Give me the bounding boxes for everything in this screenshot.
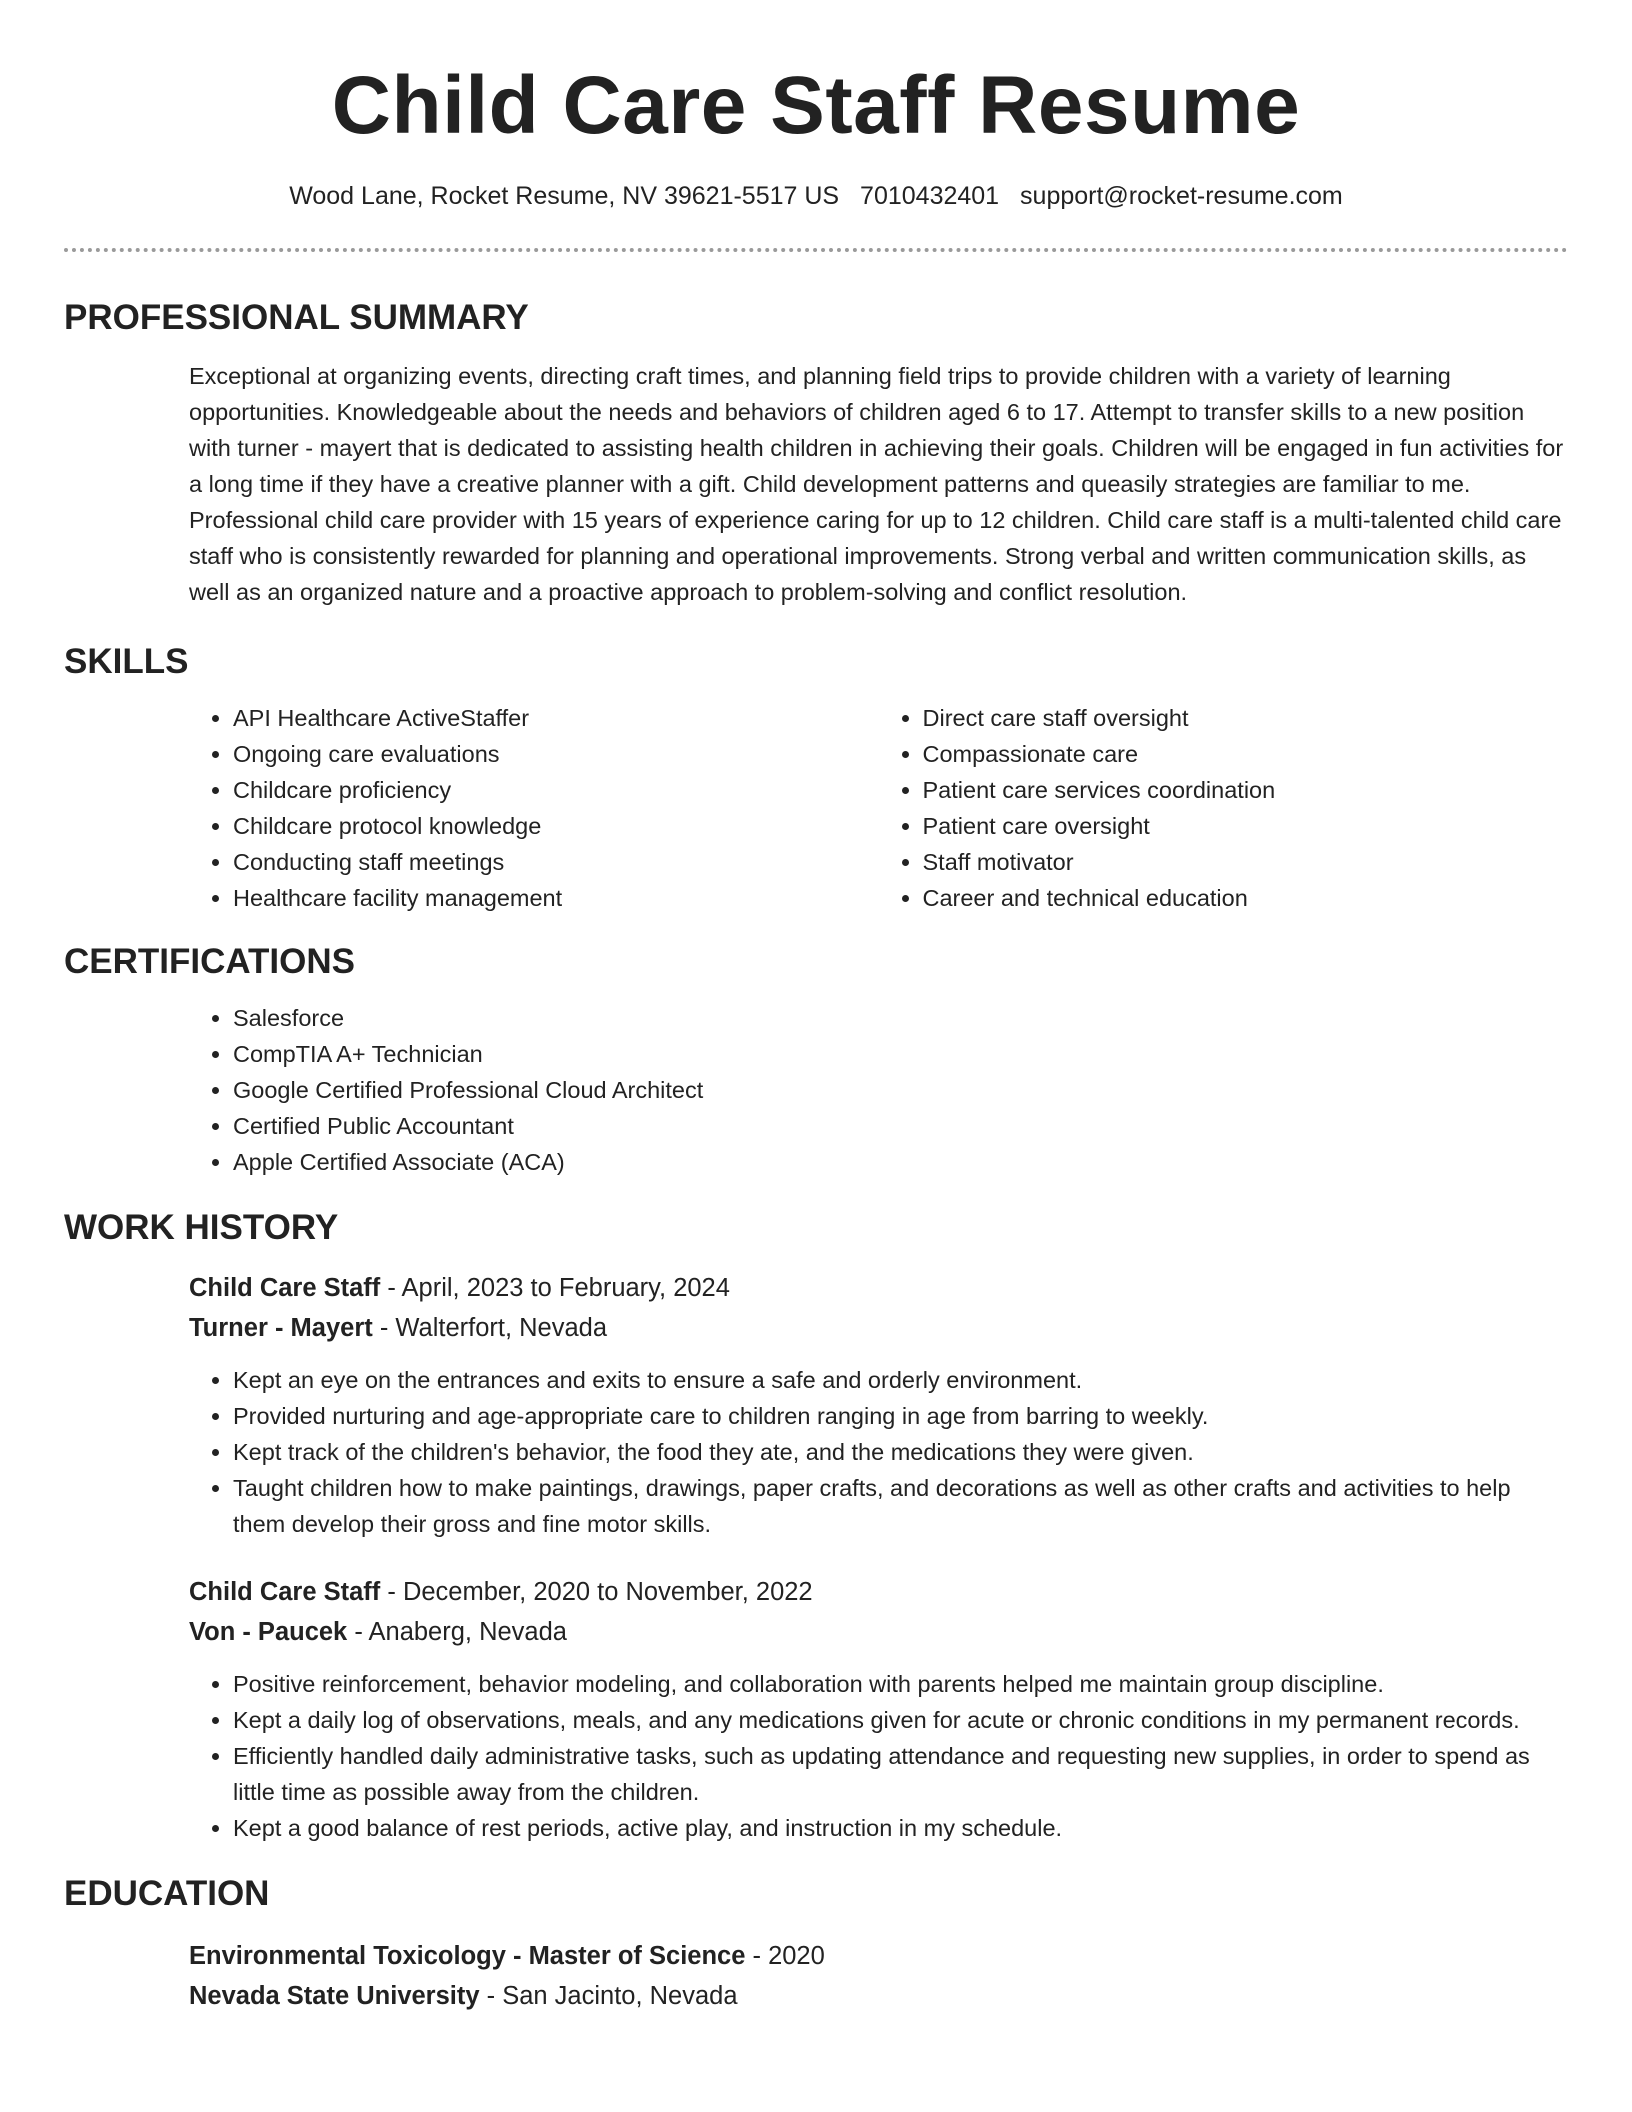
skills-column-right [879,700,1569,916]
skill-item: • Childcare protocol knowledge [233,808,879,844]
education-school-line [189,1976,1568,2016]
job-bullet: • Efficiently handled daily administrative tasks, such as updating attendance and requesting new supplies, in order to spend as little time as possible away from the children. [233,1738,1568,1810]
job-bullet: • Taught children how to make paintings, drawings, paper crafts, and decorations as well as other crafts and activities to help them develop their gross and fine motor skills. [233,1470,1568,1542]
skills-list [189,700,1568,916]
job-entry [189,1268,1568,1542]
education-school: Nevada State University [189,1982,480,2010]
job-bullet: • Kept track of the children's behavior, the food they ate, and the medications they were given. [233,1434,1568,1470]
contact-address: Wood Lane, Rocket Resume, NV 39621-5517 US [289,182,840,210]
job-dates: - April, 2023 to February, 2024 [380,1274,730,1302]
job-bullets [189,1362,1568,1542]
contact-phone: 7010432401 [860,182,1000,210]
job-company: Turner - Mayert [189,1314,373,1342]
education-heading: EDUCATION [64,1874,270,1913]
education-degree-line [189,1936,1568,1976]
job-company-line [189,1308,1568,1348]
certification-item: • Certified Public Accountant [233,1108,1568,1144]
education-degree: Environmental Toxicology - Master of Science [189,1942,746,1970]
job-entry [189,1572,1568,1846]
job-role: Child Care Staff [189,1274,381,1302]
job-title-line [189,1268,1568,1308]
job-title-line [189,1572,1568,1612]
job-bullets [189,1666,1568,1846]
skills-heading: SKILLS [64,642,189,681]
education-year: - 2020 [745,1942,825,1970]
summary-text: Exceptional at organizing events, directing craft times, and planning field trips to provide children with a variety of learning opportunities. Knowledgeable about the needs and behaviors of children aged 6 to 17. Attempt to transfer skills to a new position with turner - mayert that is dedicated to assisting health children in achieving their goals. Children will be engaged in fun activities for a long time if they have a creative planner with a gift. Child development patterns and queasily strategies are familiar to me. Professional child care provider with 15 years of experience caring for up to 12 children. Child care staff is a multi-talented child care staff who is consistently rewarded for planning and operational improvements. Strong verbal and written communication skills, as well as an organized nature and a proactive approach to problem-solving and conflict resolution. [189,363,1564,605]
skills-column-left [189,700,879,916]
job-bullet: • Provided nurturing and age-appropriate care to children ranging in age from barring to weekly. [233,1398,1568,1434]
certification-item: • Salesforce [233,1000,1568,1036]
job-location: - Anaberg, Nevada [347,1618,567,1646]
skill-item: • Career and technical education [923,880,1569,916]
skill-item: • Staff motivator [923,844,1569,880]
skill-item: • Direct care staff oversight [923,700,1569,736]
skill-item: • Conducting staff meetings [233,844,879,880]
job-bullet: • Kept an eye on the entrances and exits to ensure a safe and orderly environment. [233,1362,1568,1398]
contact-email: support@rocket-resume.com [1020,182,1343,210]
job-dates: - December, 2020 to November, 2022 [380,1578,813,1606]
header-divider [64,248,1568,252]
job-bullet: • Positive reinforcement, behavior modeling, and collaboration with parents helped me maintain group discipline. [233,1666,1568,1702]
skill-item: • Patient care services coordination [923,772,1569,808]
job-bullet: • Kept a daily log of observations, meals, and any medications given for acute or chronic conditions in my permanent records. [233,1702,1568,1738]
resume-title: Child Care Staff Resume [331,60,1301,151]
skill-item: • Childcare proficiency [233,772,879,808]
education-entry [189,1936,1568,2016]
skill-item: • Healthcare facility management [233,880,879,916]
job-company-line [189,1612,1568,1652]
education-location: - San Jacinto, Nevada [479,1982,738,2010]
certification-item: • CompTIA A+ Technician [233,1036,1568,1072]
summary-heading: PROFESSIONAL SUMMARY [64,298,529,337]
certifications-heading: CERTIFICATIONS [64,942,356,981]
skill-item: • Compassionate care [923,736,1569,772]
job-bullet: • Kept a good balance of rest periods, active play, and instruction in my schedule. [233,1810,1568,1846]
job-location: - Walterfort, Nevada [372,1314,608,1342]
job-role: Child Care Staff [189,1578,381,1606]
certification-item: • Google Certified Professional Cloud Architect [233,1072,1568,1108]
skill-item: • Patient care oversight [923,808,1569,844]
certification-item: • Apple Certified Associate (ACA) [233,1144,1568,1180]
skill-item: • Ongoing care evaluations [233,736,879,772]
job-company: Von - Paucek [189,1618,348,1646]
certifications-list [189,1000,1568,1180]
work-history-heading: WORK HISTORY [64,1208,339,1247]
contact-line [64,178,1568,214]
skill-item: • API Healthcare ActiveStaffer [233,700,879,736]
